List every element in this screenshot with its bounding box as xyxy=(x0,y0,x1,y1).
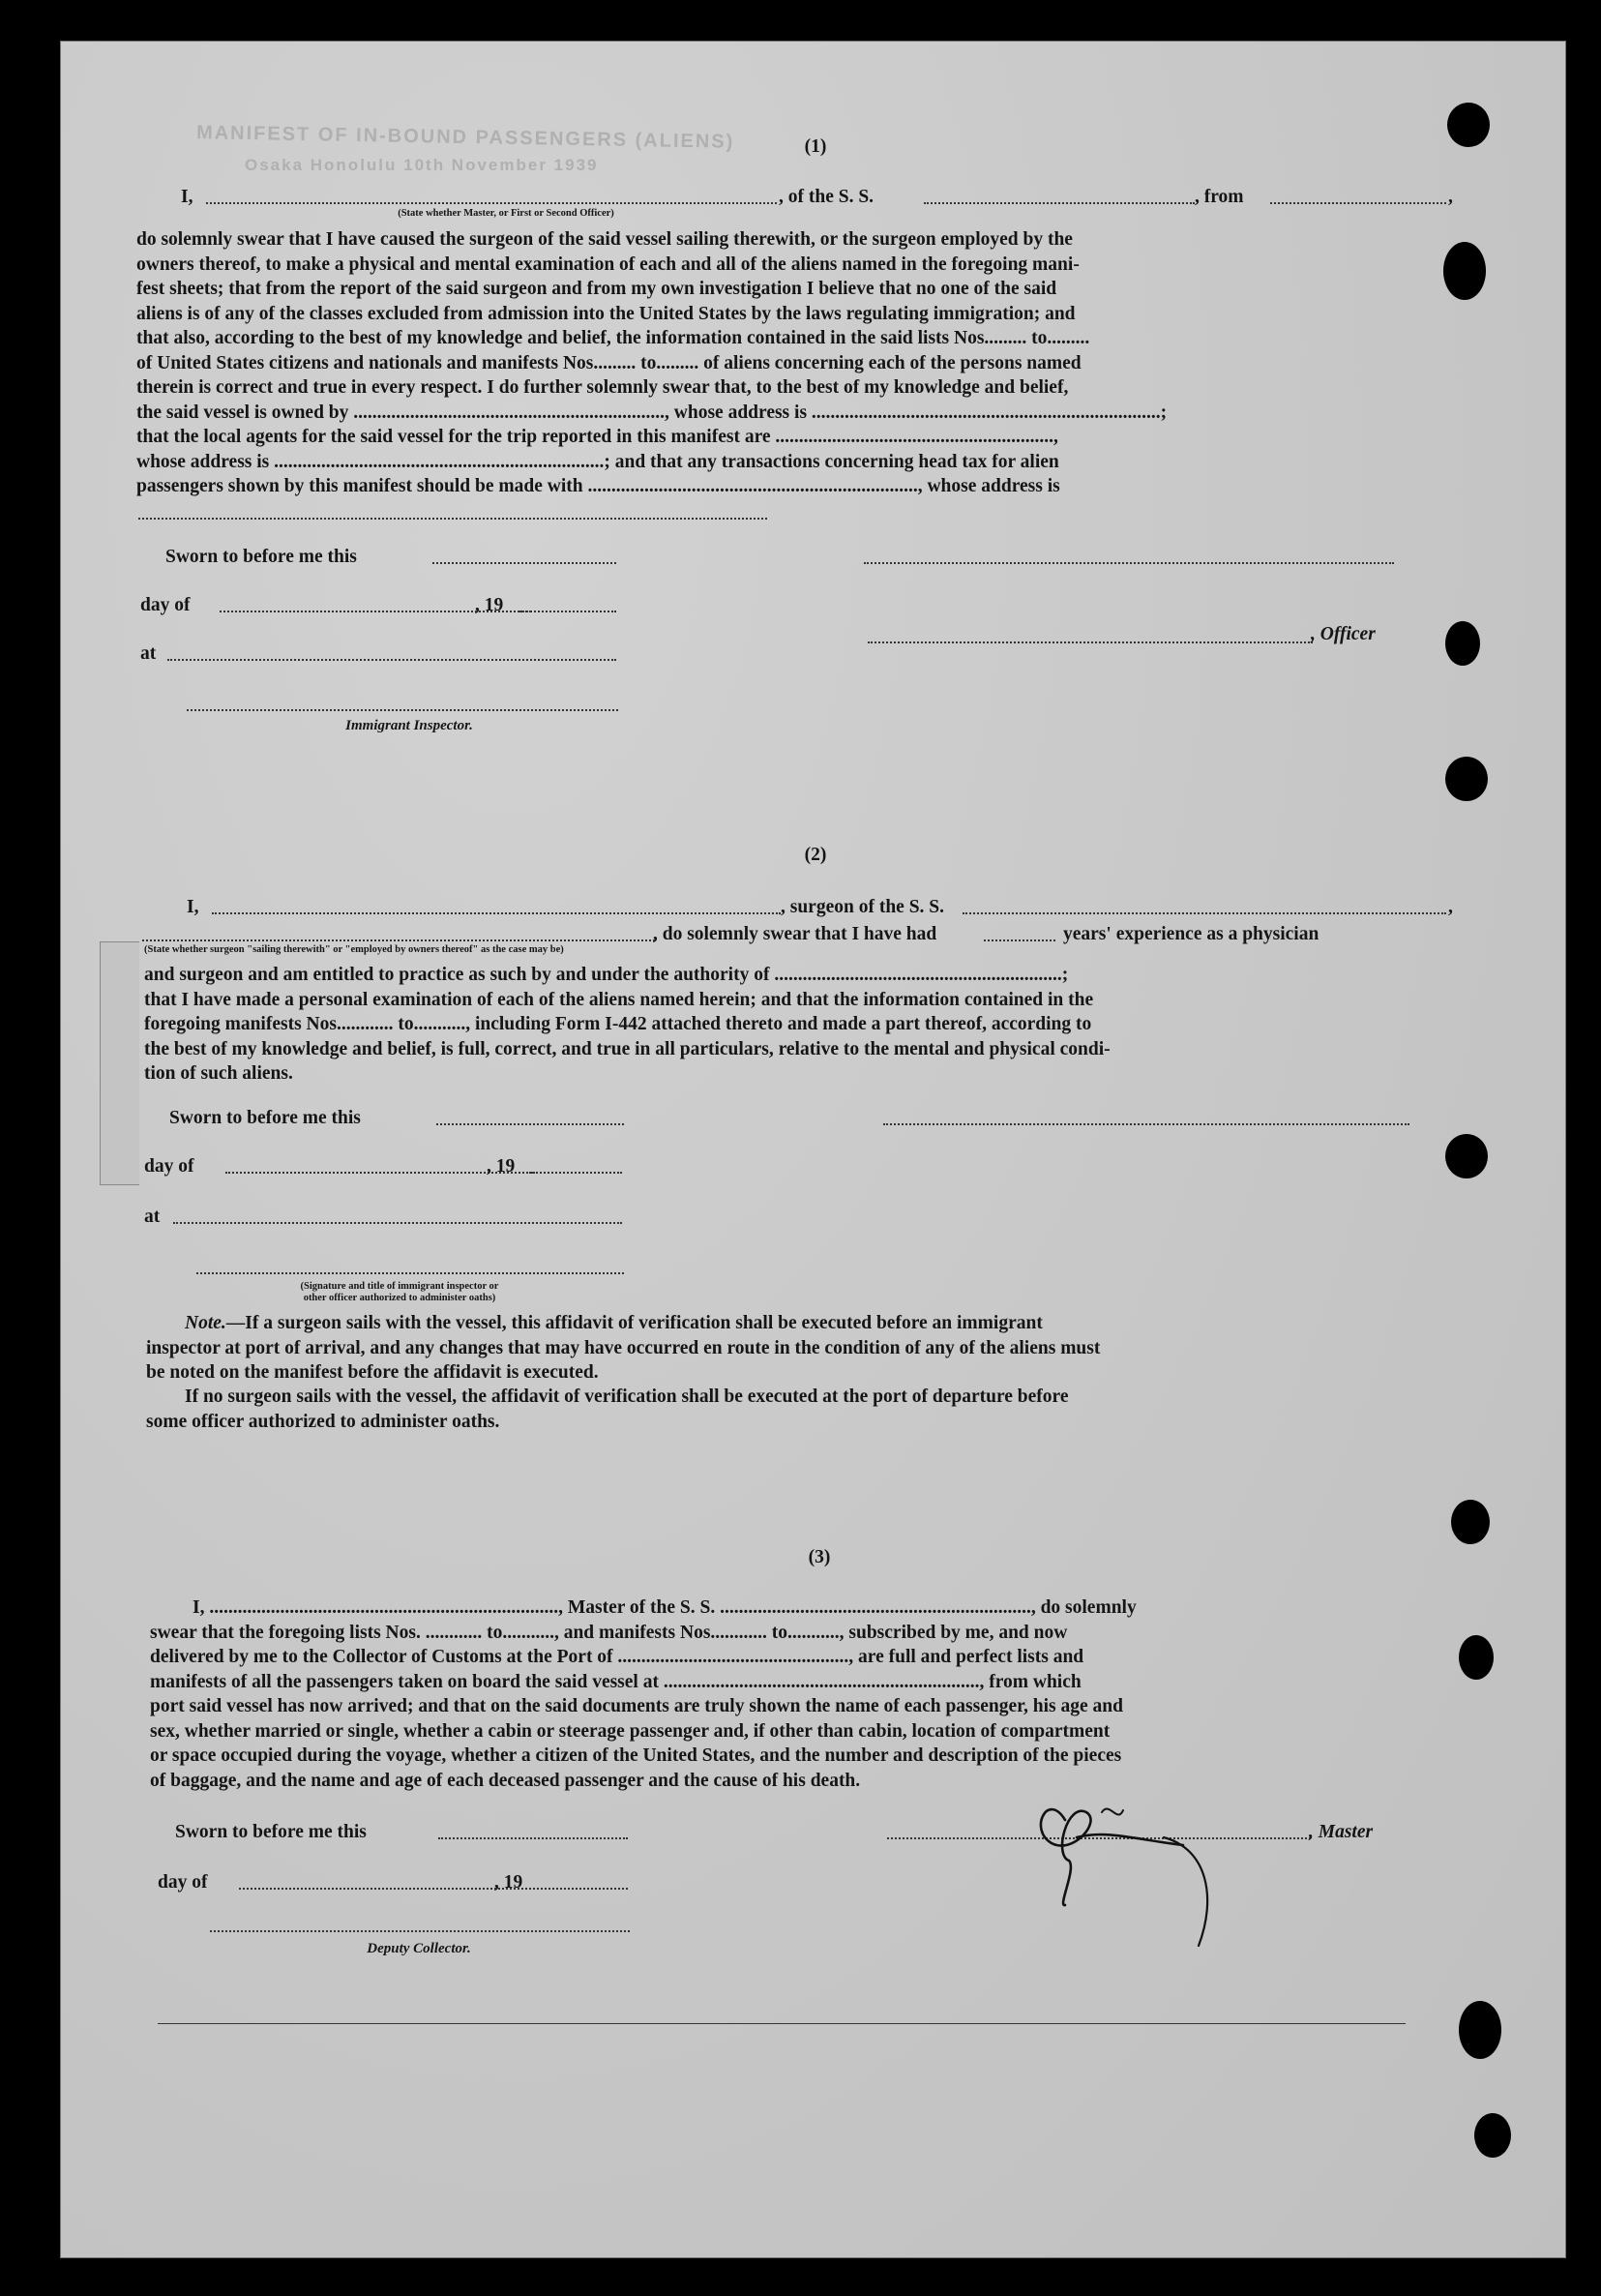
at-label: at xyxy=(140,643,157,664)
year-label: , 19 xyxy=(494,1872,523,1893)
punch-hole xyxy=(1445,621,1480,666)
signature-note-line2: other officer authorized to administer oaths) xyxy=(303,1293,496,1303)
surgeon-ss-label: , surgeon of the S. S. xyxy=(781,897,945,917)
punch-hole xyxy=(1445,757,1488,801)
note-line: If no surgeon sails with the vessel, the affidavit of verification shall be executed at the port of departure before xyxy=(185,1387,1069,1407)
oath-line: sex, whether married or single, whether a cabin or steerage passenger and, if other than cabin, location of compartment xyxy=(150,1720,1111,1742)
note-label: Note. xyxy=(185,1313,226,1333)
oath-line: that I have made a personal examination of each of the aliens named herein; and that the information contained in the xyxy=(144,989,1094,1010)
sworn-date-field[interactable] xyxy=(438,1837,628,1839)
section-1-i-label: I, xyxy=(181,187,193,207)
officer-signature-field[interactable] xyxy=(864,562,1394,564)
manifest-page xyxy=(60,41,1566,2258)
ss-label: , of the S. S. xyxy=(779,187,875,207)
physician-label: years' experience as a physician xyxy=(1063,924,1319,944)
note-paragraph-2 xyxy=(146,1385,1471,1434)
oath-line: of baggage, and the name and age of each deceased passenger and the cause of his death. xyxy=(150,1770,861,1791)
oath-line: that the local agents for the said vessel for the trip reported in this manifest are ..........................................................., xyxy=(136,427,1058,447)
punch-hole xyxy=(1451,1500,1490,1544)
note-line xyxy=(146,1311,1471,1336)
oath-line: swear that the foregoing lists Nos. ............ to..........., and manifests Nos............ to..........., subscribed by me, and now xyxy=(150,1622,1068,1643)
officer-name-field[interactable] xyxy=(206,202,777,204)
section-1-number: (1) xyxy=(804,136,827,157)
oath-line: owners thereof, to make a physical and mental examination of each and all of the aliens named in the foregoing mani- xyxy=(136,253,1080,275)
year-label: , 19 xyxy=(475,595,504,615)
oath-line: that also, according to the best of my knowledge and belief, the information contained in the said lists Nos......... to......... xyxy=(136,328,1090,348)
inspector-signature-field[interactable] xyxy=(196,1272,624,1274)
collector-signature-field[interactable] xyxy=(210,1930,630,1932)
officer-rank-note: (State whether Master, or First or Second Officer) xyxy=(398,208,614,219)
year-field[interactable] xyxy=(519,611,616,612)
surgeon-status-note: (State whether surgeon "sailing therewith" or "employed by owners thereof" as the case may be) xyxy=(144,944,564,955)
surgeon-signature-field[interactable] xyxy=(883,1123,1409,1125)
year-label: , 19 xyxy=(487,1156,516,1177)
faint-stamp-subline: Osaka Honolulu 10th November 1939 xyxy=(245,156,599,174)
day-label: day of xyxy=(158,1872,208,1893)
note-line: some officer authorized to administer oaths. xyxy=(146,1411,500,1432)
master-label: , Master xyxy=(1309,1822,1374,1842)
inspector-signature-field[interactable] xyxy=(187,709,618,711)
comma: , xyxy=(1448,897,1453,917)
year-field[interactable] xyxy=(529,1172,622,1174)
swear-years-label: , do solemnly swear that I have had xyxy=(653,924,937,944)
sworn-label: Sworn to before me this xyxy=(165,547,357,567)
oath-line: delivered by me to the Collector of Customs at the Port of ................................................., are full and perfect lists and xyxy=(150,1647,1084,1667)
oath-line: foregoing manifests Nos............ to..........., including Form I-442 attached thereto and made a part thereof, according to xyxy=(144,1014,1092,1034)
officer-title-field[interactable] xyxy=(868,641,1313,643)
note-paragraph xyxy=(146,1311,1471,1386)
officer-label: , Officer xyxy=(1311,624,1376,644)
from-port-field[interactable] xyxy=(1270,202,1446,204)
oath-line: or space occupied during the voyage, whether a citizen of the United States, and the number and description of the pieces xyxy=(150,1745,1122,1766)
section-3-number: (3) xyxy=(808,1547,831,1567)
day-label: day of xyxy=(144,1156,194,1177)
address-field[interactable] xyxy=(138,518,767,520)
from-label: , from xyxy=(1195,187,1244,207)
punch-hole xyxy=(1459,1635,1494,1680)
deputy-collector-label: Deputy Collector. xyxy=(367,1941,471,1956)
oath-line: aliens is of any of the classes excluded from admission into the United States by the laws regulating immigration; and xyxy=(136,303,1076,324)
oath-line: I, .........................................................................., Master of the S. S. .................................................................., do solemnly xyxy=(193,1597,1137,1618)
oath-line: manifests of all the passengers taken on board the said vessel at ..................................................................., from which xyxy=(150,1671,1082,1692)
at-field[interactable] xyxy=(167,659,616,661)
master-signature-scrawl xyxy=(1009,1762,1270,1965)
years-field[interactable] xyxy=(984,939,1055,941)
faint-stamp-header: MANIFEST OF IN-BOUND PASSENGERS (ALIENS) xyxy=(195,122,735,153)
bottom-rule xyxy=(158,2023,1406,2024)
sworn-date-field[interactable] xyxy=(436,1123,624,1125)
oath-line: therein is correct and true in every respect. I do further solemnly swear that, to the best of my knowledge and belief, xyxy=(136,377,1069,398)
note-line: inspector at port of arrival, and any changes that may have occurred en route in the condition of any of the aliens must xyxy=(146,1337,1101,1358)
oath-line: the said vessel is owned by .................................................................., whose address is ..........................................................................; xyxy=(136,402,1168,423)
at-label: at xyxy=(144,1207,161,1227)
punch-hole xyxy=(1443,242,1486,300)
oath-line: tion of such aliens. xyxy=(144,1063,293,1084)
at-field[interactable] xyxy=(173,1222,622,1224)
section-3-oath-text xyxy=(150,1595,1469,1793)
oath-line: and surgeon and am entitled to practice as such by and under the authority of .............................................................; xyxy=(144,965,1069,985)
oath-line: whose address is ......................................................................; and that any transactions concerning head tax for alien xyxy=(136,451,1059,472)
section-2-i-label: I, xyxy=(187,897,199,917)
punch-hole xyxy=(1447,103,1490,147)
oath-line: the best of my knowledge and belief, is full, correct, and true in all particulars, relative to the mental and physical condi- xyxy=(144,1038,1111,1059)
section-2-number: (2) xyxy=(804,845,827,865)
sworn-label: Sworn to before me this xyxy=(169,1108,361,1128)
vessel-name-field[interactable] xyxy=(924,202,1195,204)
punch-hole xyxy=(1445,1134,1488,1178)
surgeon-vessel-field[interactable] xyxy=(963,912,1446,914)
page-tab xyxy=(100,941,139,1185)
section-2-oath-text xyxy=(144,963,1466,1087)
oath-line: do solemnly swear that I have caused the surgeon of the said vessel sailing therewith, or the surgeon employed by the xyxy=(136,229,1073,250)
oath-line: fest sheets; that from the report of the said surgeon and from my own investigation I believe that no one of the said xyxy=(136,279,1057,299)
note-line: be noted on the manifest before the affidavit is executed. xyxy=(146,1362,599,1383)
section-1-oath-text xyxy=(136,227,1460,499)
punch-hole xyxy=(1459,2001,1501,2059)
oath-line: port said vessel has now arrived; and that on the said documents are truly shown the name of each passenger, his age and xyxy=(150,1696,1123,1716)
sworn-label: Sworn to before me this xyxy=(175,1822,367,1842)
oath-line: of United States citizens and nationals and manifests Nos......... to......... of aliens concerning each of the persons named xyxy=(136,352,1082,373)
comma: , xyxy=(1448,187,1453,207)
oath-line: passengers shown by this manifest should be made with ......................................................................, whose address is xyxy=(136,476,1060,496)
punch-hole xyxy=(1474,2113,1511,2158)
year-field[interactable] xyxy=(537,1888,628,1890)
sworn-date-field[interactable] xyxy=(432,562,616,564)
surgeon-status-field[interactable] xyxy=(142,939,655,941)
signature-note-line1: (Signature and title of immigrant inspector or xyxy=(300,1281,499,1292)
immigrant-inspector-label: Immigrant Inspector. xyxy=(345,718,473,733)
day-label: day of xyxy=(140,595,191,615)
surgeon-name-field[interactable] xyxy=(212,912,781,914)
note-text: —If a surgeon sails with the vessel, this affidavit of verification shall be executed before an immigrant xyxy=(225,1313,1043,1333)
